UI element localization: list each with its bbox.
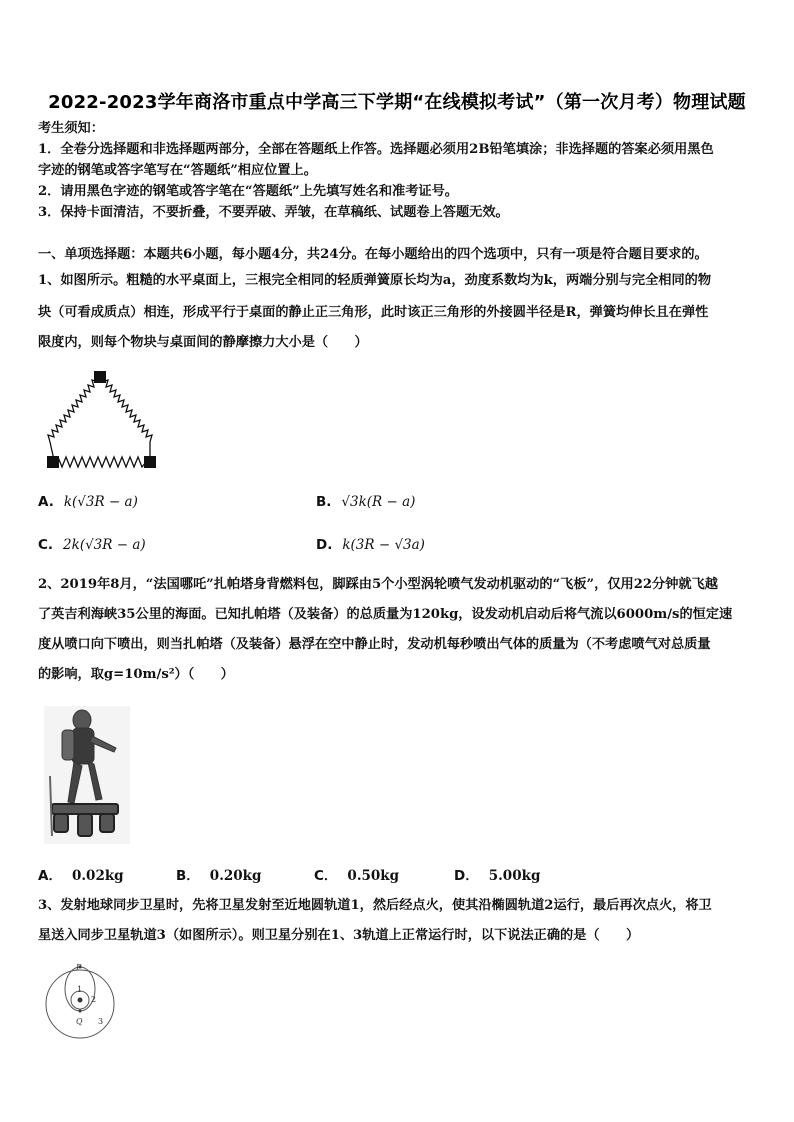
label-p: P bbox=[76, 963, 82, 972]
spring-right bbox=[100, 377, 152, 460]
label-1: 1 bbox=[77, 985, 83, 994]
q1-option-c: C. 2k(√3R − a) bbox=[38, 537, 146, 553]
orbit-3 bbox=[46, 970, 114, 1038]
q2-option-d: D． 5.00kg bbox=[454, 868, 541, 884]
section-heading: 一、单项选择题：本题共6小题，每小题4分，共24分。在每小题给出的四个选项中，只有一项是符合题目要求的。 bbox=[38, 247, 708, 262]
notice-item: 2．请用黑色字迹的钢笔或答字笔在“答题纸”上先填写姓名和准考证号。 bbox=[38, 184, 458, 199]
spring-bottom bbox=[54, 457, 146, 467]
notice-item: 1．全卷分选择题和非选择题两部分，全部在答题纸上作答。选择题必须用2B铅笔填涂；非选择题的答案必须用黑色 bbox=[38, 142, 714, 157]
block-left bbox=[47, 456, 59, 468]
block-right bbox=[144, 456, 156, 468]
question-2-line: 2、2019年8月，“法国哪吒”扎帕塔身背燃料包，脚踩由5个小型涡轮喷气发动机驱动的“飞板”，仅用22分钟就飞越 bbox=[38, 577, 718, 592]
question-1-line: 限度内，则每个物块与桌面间的静摩擦力大小是（ ） bbox=[38, 335, 368, 350]
question-1-line: 1、如图所示。粗糙的水平桌面上，三根完全相同的轻质弹簧原长均为a，劲度系数均为k，两端分别与完全相同的物 bbox=[38, 273, 712, 288]
q2-option-b: B． 0.20kg bbox=[176, 868, 262, 884]
notice-item: 字迹的钢笔或答字笔写在“答题纸”相应位置上。 bbox=[38, 163, 317, 178]
flyboard-rider-image bbox=[44, 706, 130, 844]
q1-option-d: D. k(3R − √3a) bbox=[316, 537, 425, 553]
label-2: 2 bbox=[91, 995, 97, 1004]
q2-option-c: C． 0.50kg bbox=[314, 868, 400, 884]
notice-heading: 考生须知： bbox=[38, 121, 104, 136]
orbit-figure bbox=[40, 962, 130, 1042]
question-2-line: 的影响，取g=10m/s²）（ ） bbox=[38, 667, 234, 682]
question-3-line: 3、发射地球同步卫星时，先将卫星发射至近地圆轨道1，然后经点火，使其沿椭圆轨道2运行，最后再次点火，将卫 bbox=[38, 898, 712, 913]
label-q: Q bbox=[76, 1017, 83, 1026]
earth bbox=[78, 998, 83, 1003]
q1-option-b: B. √3k(R − a) bbox=[316, 494, 416, 510]
question-2-line: 度从喷口向下喷出，则当扎帕塔（及装备）悬浮在空中静止时，发动机每秒喷出气体的质量为（不考虑喷气对总质量 bbox=[38, 637, 711, 652]
question-2-line: 了英吉利海峡35公里的海面。已知扎帕塔（及装备）的总质量为120kg，设发动机启动后将气流以6000m/s的恒定速 bbox=[38, 607, 733, 622]
q2-option-a: A． 0.02kg bbox=[38, 868, 124, 884]
notice-item: 3．保持卡面清洁，不要折叠，不要弄破、弄皱，在草稿纸、试题卷上答题无效。 bbox=[38, 205, 509, 220]
spring-left bbox=[48, 377, 100, 460]
spring-triangle-figure bbox=[40, 366, 170, 476]
q1-option-a: A. k(√3R − a) bbox=[38, 494, 138, 510]
question-3-line: 星送入同步卫星轨道3（如图所示）。则卫星分别在1、3轨道上正常运行时，以下说法正确的是（ ） bbox=[38, 928, 640, 943]
label-3: 3 bbox=[98, 1017, 104, 1026]
block-top bbox=[94, 371, 106, 383]
page-title: 2022-2023学年商洛市重点中学高三下学期“在线模拟考试”（第一次月考）物理试题 bbox=[48, 92, 746, 113]
point-q-marker bbox=[79, 1010, 82, 1013]
question-1-line: 块（可看成质点）相连，形成平行于桌面的静止正三角形，此时该正三角形的外接圆半径是R，弹簧均伸长且在弹性 bbox=[38, 305, 709, 320]
